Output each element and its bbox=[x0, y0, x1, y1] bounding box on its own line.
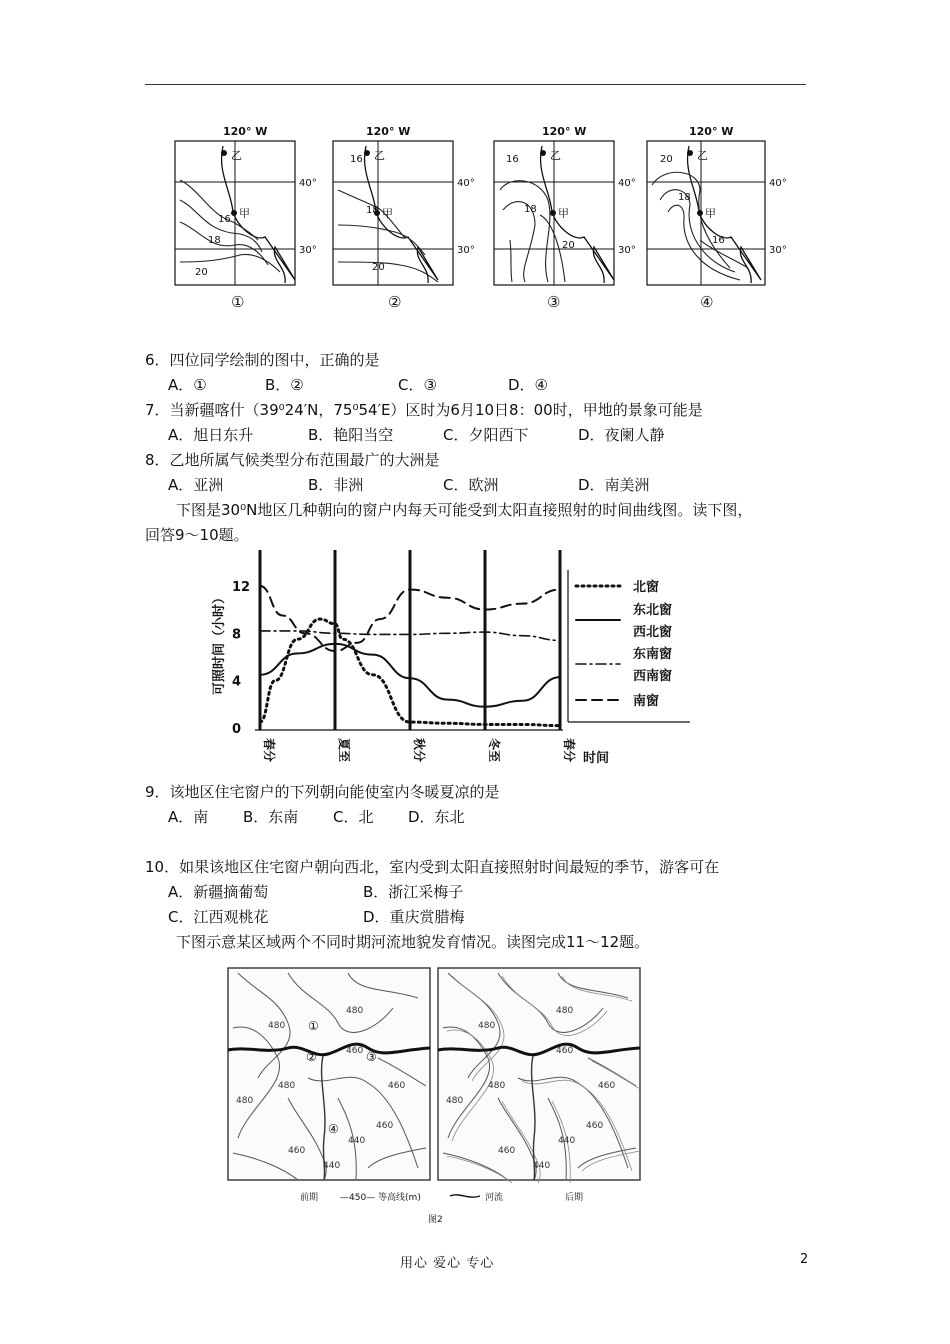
point-yi-label: 乙 bbox=[231, 149, 242, 162]
contour-legend: —450— 等高线(m) bbox=[340, 1193, 421, 1203]
q8-option-a[interactable]: A．亚洲 bbox=[168, 476, 224, 494]
meridian-label: 120° W bbox=[689, 125, 734, 138]
point-yi-dot bbox=[540, 150, 546, 156]
meridian-label: 120° W bbox=[223, 125, 268, 138]
map-number: ① bbox=[231, 293, 245, 311]
isotherm-label: 20 bbox=[195, 267, 208, 278]
legend-label: 东南窗 bbox=[633, 647, 673, 662]
q6-stem: 6．四位同学绘制的图中，正确的是 bbox=[145, 351, 380, 369]
landform-marker: ④ bbox=[328, 1122, 339, 1136]
latitude-label-30: 30° bbox=[618, 245, 636, 256]
legend-label: 北窗 bbox=[633, 580, 660, 595]
map-number: ④ bbox=[700, 293, 714, 311]
q9-option-d[interactable]: D．东北 bbox=[408, 808, 465, 826]
point-jia-label: 甲 bbox=[239, 207, 250, 220]
legend-label: 东北窗 bbox=[633, 603, 673, 618]
q9-option-c[interactable]: C．北 bbox=[333, 808, 374, 826]
latitude-label-30: 30° bbox=[769, 245, 787, 256]
contour-label: 460 bbox=[498, 1146, 516, 1156]
point-jia-label: 甲 bbox=[558, 207, 569, 220]
contour-label: 460 bbox=[376, 1121, 394, 1131]
river-maps bbox=[0, 960, 950, 1230]
q8-stem: 8．乙地所属气候类型分布范围最广的大洲是 bbox=[145, 451, 440, 469]
x-tick-label: 春分 bbox=[562, 738, 576, 763]
isotherm-label: 16 bbox=[350, 154, 363, 165]
meridian-label: 120° W bbox=[366, 125, 411, 138]
x-tick-label: 春分 bbox=[262, 738, 276, 763]
y-tick-label: 4 bbox=[232, 674, 242, 690]
isotherm-line bbox=[652, 172, 730, 268]
isotherm-label: 18 bbox=[366, 205, 379, 216]
map-panel-1 bbox=[175, 125, 317, 311]
latitude-label-30: 30° bbox=[457, 245, 475, 256]
contour-label: 460 bbox=[586, 1121, 604, 1131]
page-number: 2 bbox=[800, 1252, 809, 1267]
map-panel-3 bbox=[494, 125, 636, 311]
figure-label: 图2 bbox=[428, 1215, 443, 1225]
q10-option-d[interactable]: D．重庆赏腊梅 bbox=[363, 908, 465, 926]
isotherm-label: 16 bbox=[506, 154, 519, 165]
isotherm-maps bbox=[0, 0, 950, 320]
q9-option-a[interactable]: A．南 bbox=[168, 808, 209, 826]
point-yi-dot bbox=[687, 150, 693, 156]
latitude-label-40: 40° bbox=[299, 178, 317, 189]
isotherm-label: 16 bbox=[712, 235, 725, 246]
contour-label: 480 bbox=[346, 1006, 364, 1016]
x-tick-label: 夏至 bbox=[337, 738, 351, 763]
legend-label: 西南窗 bbox=[633, 669, 673, 684]
q9-option-b[interactable]: B．东南 bbox=[243, 808, 299, 826]
isotherm-label: 18 bbox=[678, 192, 691, 203]
q10-stem: 10．如果该地区住宅窗户朝向西北，室内受到太阳直接照射时间最短的季节，游客可在 bbox=[145, 858, 720, 876]
x-tick-label: 秋分 bbox=[412, 738, 426, 763]
q6-option-b[interactable]: B．② bbox=[265, 376, 304, 394]
point-yi-dot bbox=[221, 150, 227, 156]
legend-label: 西北窗 bbox=[633, 625, 673, 640]
map-panel-2 bbox=[333, 125, 475, 311]
point-yi-label: 乙 bbox=[550, 149, 561, 162]
contour-label: 440 bbox=[558, 1136, 576, 1146]
point-jia-label: 甲 bbox=[382, 207, 393, 220]
river-map-late bbox=[438, 968, 640, 1183]
intro-9-10-line2: 回答9～10题。 bbox=[145, 526, 249, 544]
contour-label: 460 bbox=[288, 1146, 306, 1156]
q10-option-c[interactable]: C．江西观桃花 bbox=[168, 908, 269, 926]
q8-option-d[interactable]: D．南美洲 bbox=[578, 476, 650, 494]
river-map-caption-early: 前期 bbox=[300, 1193, 319, 1203]
y-tick-label: 12 bbox=[232, 579, 251, 595]
landform-marker: ① bbox=[308, 1019, 319, 1033]
q8-option-c[interactable]: C．欧洲 bbox=[443, 476, 499, 494]
river-map-frame bbox=[438, 968, 640, 1180]
point-jia-dot bbox=[697, 210, 703, 216]
river-map-frame bbox=[228, 968, 430, 1180]
contour-label: 480 bbox=[268, 1021, 286, 1031]
legend-label: 南窗 bbox=[633, 694, 660, 709]
q9-stem: 9．该地区住宅窗户的下列朝向能使室内冬暖夏凉的是 bbox=[145, 783, 500, 801]
isotherm-line bbox=[510, 240, 512, 282]
latitude-label-40: 40° bbox=[769, 178, 787, 189]
contour-label: 480 bbox=[488, 1081, 506, 1091]
river-legend-swatch bbox=[450, 1195, 480, 1197]
q8-option-b[interactable]: B．非洲 bbox=[308, 476, 364, 494]
latitude-label-30: 30° bbox=[299, 245, 317, 256]
intro-11-12: 下图示意某区域两个不同时期河流地貌发育情况。读图完成11～12题。 bbox=[176, 933, 650, 951]
contour-label: 480 bbox=[278, 1081, 296, 1091]
intro-9-10-line1: 下图是30⁰N地区几种朝向的窗户内每天可能受到太阳直接照射的时间曲线图。读下图， bbox=[176, 501, 753, 519]
river-legend-label: 河流 bbox=[485, 1193, 504, 1203]
q7-option-b[interactable]: B．艳阳当空 bbox=[308, 426, 394, 444]
isotherm-label: 16 bbox=[218, 214, 231, 225]
point-jia-dot bbox=[231, 210, 237, 216]
x-axis-label: 时间 bbox=[583, 751, 610, 766]
q6-option-c[interactable]: C．③ bbox=[398, 376, 437, 394]
q10-option-b[interactable]: B．浙江采梅子 bbox=[363, 883, 464, 901]
q7-option-a[interactable]: A．旭日东升 bbox=[168, 426, 254, 444]
q6-option-a[interactable]: A．① bbox=[168, 376, 207, 394]
y-tick-label: 0 bbox=[232, 722, 242, 737]
map-number: ② bbox=[388, 293, 402, 311]
contour-label: 440 bbox=[323, 1161, 341, 1171]
contour-label: 480 bbox=[446, 1096, 464, 1106]
contour-label: 460 bbox=[388, 1081, 406, 1091]
river-map-early bbox=[228, 968, 430, 1180]
isotherm-label: 18 bbox=[524, 204, 537, 215]
point-yi-dot bbox=[364, 150, 370, 156]
y-tick-label: 8 bbox=[232, 627, 242, 643]
q7-option-c[interactable]: C．夕阳西下 bbox=[443, 426, 529, 444]
y-axis-label: 可照时间（小时） bbox=[212, 590, 227, 695]
landform-marker: ② bbox=[306, 1050, 317, 1064]
contour-label: 460 bbox=[556, 1046, 574, 1056]
river-map-caption-late: 后期 bbox=[565, 1193, 584, 1203]
isotherm-label: 18 bbox=[208, 235, 221, 246]
contour-label: 480 bbox=[556, 1006, 574, 1016]
landform-marker: ③ bbox=[366, 1050, 377, 1064]
contour-label: 460 bbox=[346, 1046, 364, 1056]
latitude-label-40: 40° bbox=[457, 178, 475, 189]
page-footer: 用心 爱心 专心 bbox=[400, 1256, 495, 1271]
point-jia-label: 甲 bbox=[705, 207, 716, 220]
contour-label: 440 bbox=[348, 1136, 366, 1146]
isotherm-label: 20 bbox=[660, 154, 673, 165]
q7-stem: 7．当新疆喀什（39⁰24′N，75⁰54′E）区时为6月10日8：00时，甲地的景象可能是 bbox=[145, 401, 703, 419]
contour-label: 480 bbox=[236, 1096, 254, 1106]
isotherm-line bbox=[338, 225, 425, 255]
q7-option-d[interactable]: D．夜阑人静 bbox=[578, 426, 665, 444]
isotherm-label: 20 bbox=[372, 262, 385, 273]
x-tick-label: 冬至 bbox=[487, 738, 501, 763]
contour-label: 460 bbox=[598, 1081, 616, 1091]
contour-label: 440 bbox=[533, 1161, 551, 1171]
latitude-label-40: 40° bbox=[618, 178, 636, 189]
map-panel-4 bbox=[647, 125, 787, 311]
point-yi-label: 乙 bbox=[374, 149, 385, 162]
sunlight-chart bbox=[0, 550, 950, 780]
isotherm-label: 20 bbox=[562, 240, 575, 251]
point-yi-label: 乙 bbox=[697, 149, 708, 162]
meridian-label: 120° W bbox=[542, 125, 587, 138]
point-jia-dot bbox=[550, 210, 556, 216]
map-number: ③ bbox=[547, 293, 561, 311]
q10-option-a[interactable]: A．新疆摘葡萄 bbox=[168, 883, 269, 901]
contour-label: 480 bbox=[478, 1021, 496, 1031]
q6-option-d[interactable]: D．④ bbox=[508, 376, 548, 394]
